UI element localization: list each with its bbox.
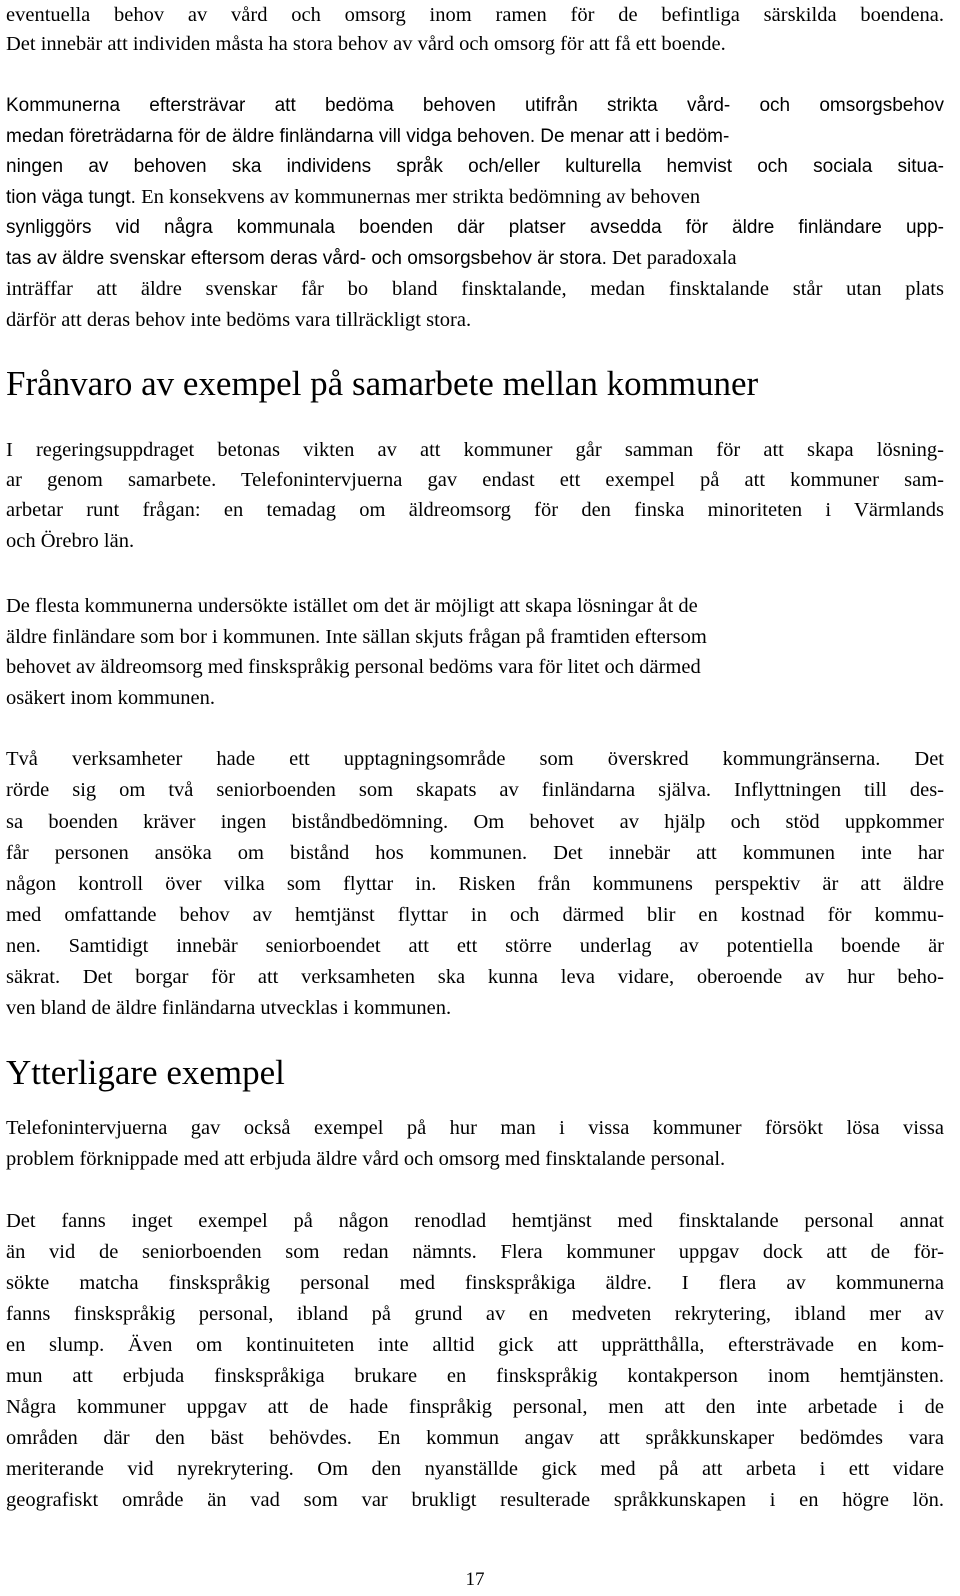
text-line: inträffar att äldre svenskar får bo bland finsktalande, medan finsktalande står utan plats: [6, 278, 944, 300]
text-segment: Det paradoxala: [612, 247, 737, 269]
text-line: Kommunerna eftersträvar att bedöma behoven utifrån strikta vård- och omsorgsbehov: [6, 95, 944, 116]
text-line: Telefonintervjuerna gav också exempel på hur man i vissa kommuner försökt lösa vissa: [6, 1117, 944, 1139]
text-line: någon kontroll över vilka som flyttar in. Risken från kommunens perspektiv är att äldre: [6, 873, 944, 895]
text-line: sa boenden kräver ingen biståndbedömning. Om behovet av hjälp och stöd uppkommer: [6, 811, 944, 833]
text-line: mun att erbjuda finskspråkiga brukare en finskspråkig kontakperson inom hemtjänsten.: [6, 1365, 944, 1387]
text-line: [6, 182, 944, 213]
text-line: Två verksamheter hade ett upptagningsområde som överskred kommungränserna. Det: [6, 748, 944, 770]
text-line: Det innebär att individen måsta ha stora behov av vård och omsorg för att få ett boende.: [6, 33, 726, 55]
text-line: nen. Samtidigt innebär seniorboendet att ett större underlag av potentiella boende är: [6, 935, 944, 957]
text-line: meriterande vid nyrekrytering. Om den nyanställde gick med på att arbeta i ett vidare: [6, 1458, 944, 1480]
text-line: fanns finskspråkig personal, ibland på grund av en medveten rekrytering, ibland mer av: [6, 1303, 944, 1325]
text-line: I regeringsuppdraget betonas vikten av att kommuner går samman för att skapa lösning-: [6, 439, 944, 461]
text-line: äldre finländare som bor i kommunen. Inte sällan skjuts frågan på framtiden eftersom: [6, 626, 707, 648]
text-line: och Örebro län.: [6, 530, 135, 552]
text-line: områden där den bäst behövdes. En kommun angav att språkkunskaper bedömdes vara: [6, 1427, 944, 1449]
text-line: därför att deras behov inte bedöms vara tillräckligt stora.: [6, 309, 472, 331]
text-line: än vid de seniorboenden som redan nämnts. Flera kommuner uppgav dock att de för-: [6, 1241, 944, 1263]
text-segment: tas av äldre svenskar eftersom deras vård- och omsorgsbehov är stora.: [6, 248, 607, 269]
text-line: synliggörs vid några kommunala boenden där platser avsedda för äldre finländare upp-: [6, 217, 944, 238]
text-line: Det fanns inget exempel på någon renodlad hemtjänst med finsktalande personal annat: [6, 1210, 944, 1232]
section-heading: Ytterligare exempel: [6, 1053, 285, 1092]
page-number: 17: [465, 1569, 485, 1590]
text-segment: medan företrädarna för de äldre finländarna vill vidga behoven.: [6, 126, 536, 147]
text-segment: De menar att i bedöm-: [540, 126, 730, 147]
document-page: [6, 0, 944, 1596]
text-line: geografiskt område än vad som var brukligt resulterade språkkunskapen i en högre lön.: [6, 1489, 944, 1511]
text-line: med omfattande behov av hemtjänst flyttar in och därmed blir en kostnad för kommu-: [6, 904, 944, 926]
text-segment: tion väga tungt.: [6, 187, 136, 208]
text-line: säkrat. Det borgar för att verksamheten ska kunna leva vidare, oberoende av hur beho-: [6, 966, 944, 988]
text-line: ven bland de äldre finländarna utvecklas i kommunen.: [6, 997, 452, 1019]
text-line: [6, 243, 944, 274]
text-line: en slump. Även om kontinuiteten inte alltid gick att upprätthålla, eftersträvade en kom-: [6, 1334, 944, 1356]
text-line: ar genom samarbete. Telefonintervjuerna gav endast ett exempel på att kommuner sam-: [6, 469, 944, 491]
text-line: [6, 121, 944, 152]
text-line: sökte matcha finskspråkig personal med finskspråkiga äldre. I flera av kommunerna: [6, 1272, 944, 1294]
text-line: problem förknippade med att erbjuda äldre vård och omsorg med finsktalande personal.: [6, 1148, 726, 1170]
text-line: osäkert inom kommunen.: [6, 687, 215, 709]
text-line: eventuella behov av vård och omsorg inom ramen för de befintliga särskilda boendena.: [6, 4, 944, 26]
text-line: rörde sig om två seniorboenden som skapats av finländarna själva. Inflyttningen till des-: [6, 779, 944, 801]
section-heading: Frånvaro av exempel på samarbete mellan kommuner: [6, 364, 759, 403]
text-line: De flesta kommunerna undersökte istället om det är möjligt att skapa lösningar åt de: [6, 595, 698, 617]
text-line: arbetar runt frågan: en temadag om äldreomsorg för den finska minoriteten i Värmlands: [6, 499, 944, 521]
text-segment: En konsekvens av kommunernas mer strikta bedömning av behoven: [141, 186, 701, 208]
text-line: ningen av behoven ska individens språk och/eller kulturella hemvist och sociala situa-: [6, 156, 944, 177]
text-line: får personen ansöka om bistånd hos kommunen. Det innebär att kommunen inte har: [6, 842, 944, 864]
text-line: Några kommuner uppgav att de hade finspråkig personal, men att den inte arbetade i de: [6, 1396, 944, 1418]
text-line: behovet av äldreomsorg med finskspråkig personal bedöms vara för litet och därmed: [6, 656, 701, 678]
